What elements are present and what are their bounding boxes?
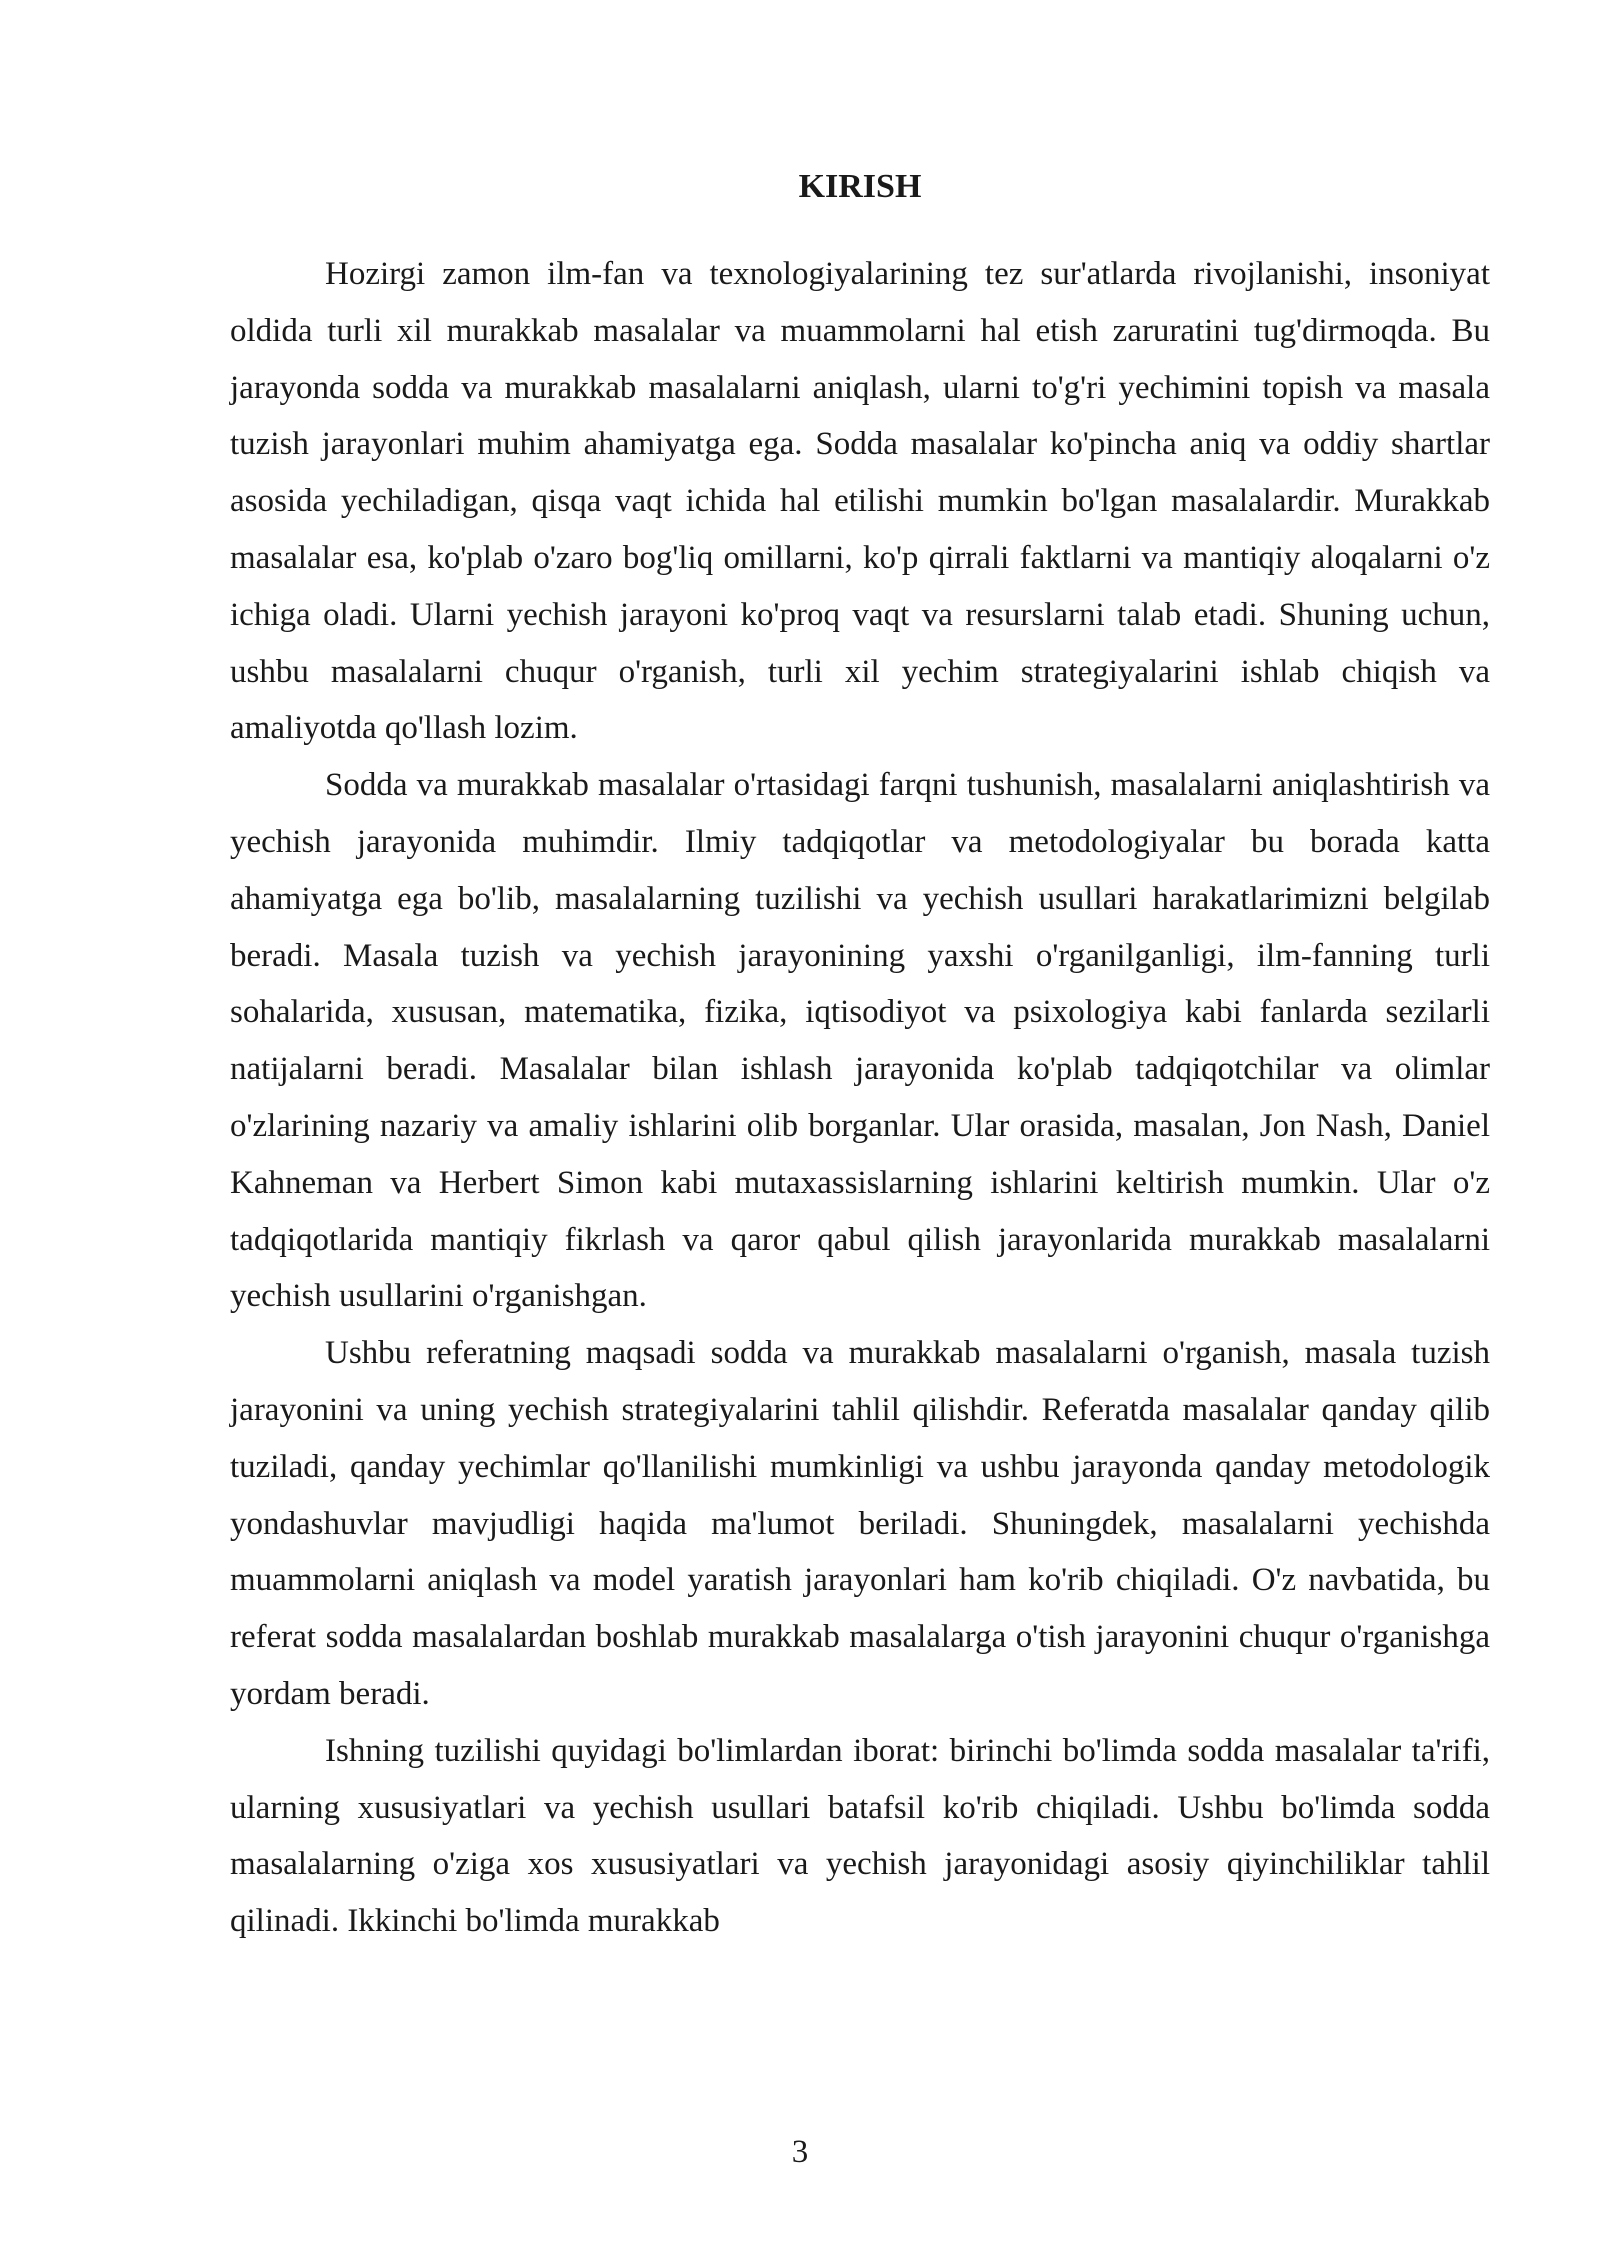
paragraph: Ishning tuzilishi quyidagi bo'limlardan iborat: birinchi bo'limda sodda masalalar ta'rifi, ularning xususiyatlari va yechish usullari batafsil ko'rib chiqiladi. Ushbu bo'limda sodda masalalarning o'ziga xos xususiyatlari va yechish jarayonidagi asosiy qiyinchiliklar tahlil qilinadi. Ikkinchi bo'limda murakkab (230, 1732, 1490, 1940)
body-text (230, 246, 1490, 1950)
paragraph: Sodda va murakkab masalalar o'rtasidagi farqni tushunish, masalalarni aniqlashtirish va yechish jarayonida muhimdir. Ilmiy tadqiqotlar va metodologiyalar bu borada katta ahamiyatga ega bo'lib, masalalarning tuzilishi va yechish usullari harakatlarimizni belgilab beradi. Masala tuzish va yechish jarayonining yaxshi o'rganilganligi, ilm-fanning turli sohalarida, xususan, matematika, fizika, iqtisodiyot va psixologiya kabi fanlarda sezilarli natijalarni beradi. Masalalar bilan ishlash jarayonida ko'plab tadqiqotchilar va olimlar o'zlarining nazariy va amaliy ishlarini olib borganlar. Ular orasida, masalan, Jon Nash, Daniel Kahneman va Herbert Simon kabi mutaxassislarning ishlarini keltirish mumkin. Ular o'z tadqiqotlarida mantiqiy fikrlash va qaror qabul qilish jarayonlarida murakkab masalalarni yechish usullarini o'rganishgan. (230, 767, 1490, 1315)
paragraph: Ushbu referatning maqsadi sodda va murakkab masalalarni o'rganish, masala tuzish jarayonini va uning yechish strategiyalarini tahlil qilishdir. Referatda masalalar qanday qilib tuziladi, qanday yechimlar qo'llanilishi mumkinligi va ushbu jarayonda qanday metodologik yondashuvlar mavjudligi haqida ma'lumot beriladi. Shuningdek, masalalarni yechishda muammolarni aniqlash va model yaratish jarayonlari ham ko'rib chiqiladi. O'z navbatida, bu referat sodda masalalardan boshlab murakkab masalalarga o'tish jarayonini chuqur o'rganishga yordam beradi. (230, 1335, 1490, 1712)
page-title: KIRISH (798, 168, 922, 205)
page-number: 3 (791, 2134, 809, 2170)
paragraph: Hozirgi zamon ilm-fan va texnologiyalarining tez sur'atlarda rivojlanishi, insoniyat oldida turli xil murakkab masalalar va muammolarni hal etish zaruratini tug'dirmoqda. Bu jarayonda sodda va murakkab masalalarni aniqlash, ularni to'g'ri yechimini topish va masala tuzish jarayonlari muhim ahamiyatga ega. Sodda masalalar ko'pincha aniq va oddiy shartlar asosida yechiladigan, qisqa vaqt ichida hal etilishi mumkin bo'lgan masalalardir. Murakkab masalalar esa, ko'plab o'zaro bog'liq omillarni, ko'p qirrali faktlarni va mantiqiy aloqalarni o'z ichiga oladi. Ularni yechish jarayoni ko'proq vaqt va resurslarni talab etadi. Shuning uchun, ushbu masalalarni chuqur o'rganish, turli xil yechim strategiyalarini ishlab chiqish va amaliyotda qo'llash lozim. (230, 256, 1490, 747)
